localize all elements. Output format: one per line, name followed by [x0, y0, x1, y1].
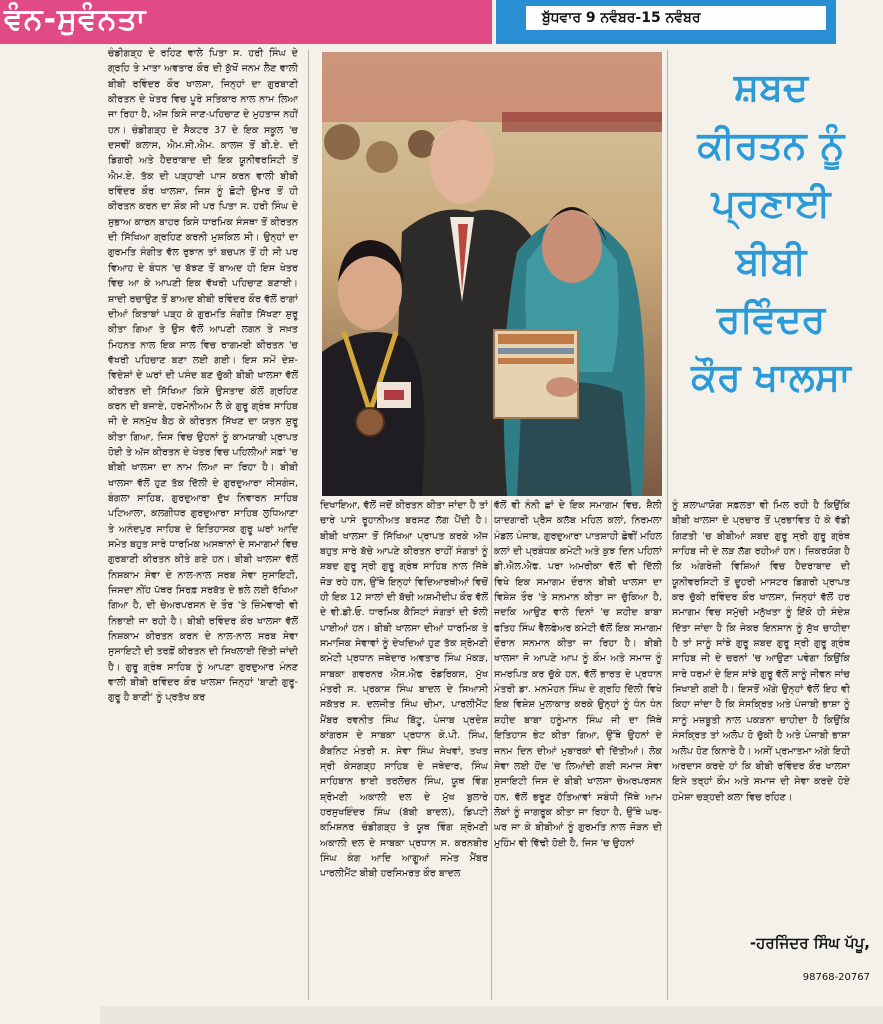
section-title: ਵੰਨ-ਸੁਵੰਨਤਾ	[4, 2, 147, 37]
author-phone: 98768-20767	[802, 972, 870, 983]
page-bottom-strip	[100, 1006, 883, 1024]
column-divider	[491, 500, 492, 1000]
article-photo	[322, 52, 662, 496]
article-text: ਵੱਲੋਂ ਵੀ ਨੰਨੀ ਛਾਂ ਦੇ ਇਕ ਸਮਾਗਮ ਵਿਚ, ਸ਼ੈਲੀ ਯਾਦਗਾਰੀ ਪ੍ਰੈਸ ਕਲੱਬ ਮਹਿਲ ਕਲਾਂ, ਨਿਰਮਲਾ ਮੰਡਲ ਪੰਜਾਬ, ਗੁਰਦੁਆਰਾ ਪਾਤਸ਼ਾਹੀ ਛੇਵੀਂ ਮਹਿਲ ਕਲਾਂ ਦੀ ਪ੍ਰਬੰਧਕ ਕਮੇਟੀ ਅਤੇ ਕੁਝ ਦਿਨ ਪਹਿਲਾਂ ਡੀ.ਐਲ.ਐਫ. ਪਰਾ ਅਮਰੀਕਾ ਵੱਲੋਂ ਵੀ ਦਿੱਲੀ ਵਿਖੇ ਇਕ ਸਮਾਗਮ ਦੌਰਾਨ ਬੀਬੀ ਖਾਲਸਾ ਦਾ ਵਿਸ਼ੇਸ਼ ਤੌਰ 'ਤੇ ਸਨਮਾਨ ਕੀਤਾ ਜਾ ਚੁੱਕਿਆ ਹੈ, ਜਦਕਿ ਆਉਣ ਵਾਲੇ ਦਿਨਾਂ 'ਚ ਸ਼ਹੀਦ ਬਾਬਾ ਫਤਿਹ ਸਿੰਘ ਵੈੱਲਫੇਅਰ ਕਮੇਟੀ ਵੱਲੋਂ ਇਕ ਸਮਾਗਮ ਦੌਰਾਨ ਸਨਮਾਨ ਕੀਤਾ ਜਾ ਰਿਹਾ ਹੈ। ਬੀਬੀ ਖਾਲਸਾ ਜੋ ਆਪਣੇ ਆਪ ਨੂੰ ਕੌਮ ਅਤੇ ਸਮਾਜ ਨੂੰ ਸਮਰਪਿਤ ਕਰ ਚੁੱਕੇ ਹਨ, ਵੱਲੋਂ ਭਾਰਤ ਦੇ ਪ੍ਰਧਾਨ ਮੰਤਰੀ ਡਾ. ਮਨਮੋਹਨ ਸਿੰਘ ਦੇ ਗ੍ਰਹਿ ਦਿੱਲੀ ਵਿਖੇ ਇਕ ਵਿਸ਼ੇਸ਼ ਮੁਲਾਕਾਤ ਕਰਕੇ ਉਨ੍ਹਾਂ ਨੂੰ ਧੰਨ ਧੰਨ ਸ਼ਹੀਦ ਬਾਬਾ ਹਨੂੰਮਾਨ ਸਿੰਘ ਜੀ ਦਾ ਜਿੱਥੇ ਇਤਿਹਾਸ ਭੇਟ ਕੀਤਾ ਗਿਆ, ਉੱਥੇ ਉਹਨਾਂ ਦੇ ਜਨਮ ਦਿਨ ਦੀਆਂ ਮੁਬਾਰਕਾਂ ਵੀ ਦਿੱਤੀਆਂ। ਲੋਕ ਸੇਵਾ ਲਈ ਹੋਂਦ 'ਚ ਲਿਆਂਦੀ ਗਈ ਸਮਾਜ ਸੇਵਾ ਸੁਸਾਇਟੀ ਜਿਸ ਦੇ ਬੀਬੀ ਖਾਲਸਾ ਚੇਅਰਪਰਸਨ ਹਨ, ਵੱਲੋਂ ਭਰੂਣ ਹੱਤਿਆਵਾਂ ਸਬੰਧੀ ਜਿੱਥੇ ਆਮ ਲੋਕਾਂ ਨੂੰ ਜਾਗਰੂਕ ਕੀਤਾ ਜਾ ਰਿਹਾ ਹੈ, ਉੱਥੇ ਘਰ-ਘਰ ਜਾ ਕੇ ਬੀਬੀਆਂ ਨੂੰ ਗੁਰਮਤਿ ਨਾਲ ਜੋੜਨ ਦੀ ਮੁਹਿੰਮ ਵੀ ਵਿੱਢੀ ਹੋਈ ਹੈ, ਜਿਸ 'ਚ ਉਹਨਾਂ	[494, 500, 662, 849]
headline-line: ਪ੍ਰਣਾਈ	[711, 181, 831, 225]
date-band	[496, 0, 836, 44]
column-divider	[308, 50, 309, 1000]
headline-line: ਬੀਬੀ	[735, 239, 807, 283]
column-divider	[667, 50, 668, 1000]
article-column-4	[672, 498, 850, 878]
article-text: ਨੂੰ ਸ਼ਲਾਘਾਯੋਗ ਸਫ਼ਲਤਾ ਵੀ ਮਿਲ ਰਹੀ ਹੈ ਕਿਉਂਕਿ ਬੀਬੀ ਖਾਲਸਾ ਦੇ ਪ੍ਰਚਾਰ ਤੋਂ ਪ੍ਰਭਾਵਿਤ ਹੋ ਕੇ ਵੱਡੀ ਗਿਣਤੀ 'ਚ ਬੀਬੀਆਂ ਸ਼ਬਦ ਗੁਰੂ ਸ੍ਰੀ ਗੁਰੂ ਗ੍ਰੰਥ ਸਾਹਿਬ ਜੀ ਦੇ ਲੜ ਲੱਗ ਰਹੀਆਂ ਹਨ। ਜ਼ਿਕਰਯੋਗ ਹੈ ਕਿ ਅੰਗਰੇਜ਼ੀ ਵਿਸ਼ਿਆਂ ਵਿਚ ਹੈਦਰਾਬਾਦ ਦੀ ਯੂਨੀਵਰਸਿਟੀ ਤੋਂ ਦੂਹਰੀ ਮਾਸਟਰ ਡਿਗਰੀ ਪ੍ਰਾਪਤ ਕਰ ਚੁੱਕੀ ਰਵਿੰਦਰ ਕੌਰ ਖਾਲਸਾ, ਜਿਨ੍ਹਾਂ ਵੱਲੋਂ ਹਰ ਸਮਾਗਮ ਵਿਚ ਸਮੁੱਚੀ ਮਨੁੱਖਤਾ ਨੂੰ ਇੱਕੋ ਹੀ ਸੰਦੇਸ਼ ਦਿੱਤਾ ਜਾਂਦਾ ਹੈ ਕਿ ਜੇਕਰ ਇਨਸਾਨ ਨੂੰ ਸੁੱਖ ਚਾਹੀਦਾ ਹੈ ਤਾਂ ਸਾਨੂੰ ਸਾਂਝੇ ਗੁਰੂ ਸ਼ਬਦ ਗੁਰੂ ਸ੍ਰੀ ਗੁਰੂ ਗ੍ਰੰਥ ਸਾਹਿਬ ਜੀ ਦੇ ਚਰਨਾਂ 'ਚ ਆਉਣਾ ਪਵੇਗਾ ਕਿਉਂਕਿ ਸਾਰੇ ਧਰਮਾਂ ਦੇ ਇਸ ਸਾਂਝੇ ਗੁਰੂ ਵੱਲੋਂ ਸਾਨੂੰ ਜੀਵਨ ਜਾਂਚ ਸਿਖਾਈ ਗਈ ਹੈ। ਇਸਤੋਂ ਅੱਗੇ ਉਨ੍ਹਾਂ ਵੱਲੋਂ ਇਹ ਵੀ ਕਿਹਾ ਜਾਂਦਾ ਹੈ ਕਿ ਸੰਸਕ੍ਰਿਤ ਅਤੇ ਪੰਜਾਬੀ ਭਾਸ਼ਾ ਨੂੰ ਸਾਨੂੰ ਮਜ਼ਬੂਤੀ ਨਾਲ ਪਕੜਨਾ ਚਾਹੀਦਾ ਹੈ ਕਿਉਂਕਿ ਸੰਸਕ੍ਰਿਤ ਤਾਂ ਅਲੋਪ ਹੋ ਚੁੱਕੀ ਹੈ ਅਤੇ ਪੰਜਾਬੀ ਭਾਸ਼ਾ ਅਲੋਪ ਹੋਣ ਕਿਨਾਰੇ ਹੈ। ਅਸੀਂ ਪ੍ਰਮਾਤਮਾ ਅੱਗੇ ਇਹੀ ਅਰਦਾਸ ਕਰਦੇ ਹਾਂ ਕਿ ਬੀਬੀ ਰਵਿੰਦਰ ਕੌਰ ਖਾਲਸਾ ਇਸੇ ਤਰ੍ਹਾਂ ਕੌਮ ਅਤੇ ਸਮਾਜ ਦੀ ਸੇਵਾ ਕਰਦੇ ਹੋਏ ਹਮੇਸ਼ਾ ਚੜ੍ਹਦੀ ਕਲਾ ਵਿਚ ਰਹਿਣ।	[672, 500, 850, 803]
headline-line: ਸ਼ਬਦ	[733, 65, 809, 109]
article-column-3	[494, 498, 662, 1004]
article-column-1	[108, 46, 298, 1004]
article-text: ਚੰਡੀਗੜ੍ਹ ਦੇ ਰਹਿਣ ਵਾਲੇ ਪਿਤਾ ਸ. ਹਰੀ ਸਿੰਘ ਦੇ ਗ੍ਰਹਿ ਤੇ ਮਾਤਾ ਅਵਤਾਰ ਕੌਰ ਦੀ ਕੁੱਖੋਂ ਜਨਮ ਲੈਣ ਵਾਲੀ ਬੀਬੀ ਰਵਿੰਦਰ ਕੌਰ ਖਾਲਸਾ, ਜਿਨ੍ਹਾਂ ਦਾ ਗੁਰਬਾਣੀ ਕੀਰਤਨ ਦੇ ਖੇਤਰ ਵਿਚ ਪੂਰੇ ਸਤਿਕਾਰ ਨਾਲ ਨਾਮ ਲਿਆ ਜਾ ਰਿਹਾ ਹੈ, ਅੱਜ ਕਿਸੇ ਜਾਣ-ਪਹਿਚਾਣ ਦੇ ਮੁਹਤਾਜ ਨਹੀਂ ਹਨ। ਚੰਡੀਗੜ੍ਹ ਦੇ ਸੈਕਟਰ 37 ਦੇ ਇਕ ਸਕੂਲ 'ਚ ਦਸਵੀਂ ਕਲਾਸ, ਐਮ.ਸੀ.ਐਮ. ਕਾਲਜ ਤੋਂ ਬੀ.ਏ. ਦੀ ਡਿਗਰੀ ਅਤੇ ਹੈਦਰਾਬਾਦ ਦੀ ਇਕ ਯੂਨੀਵਰਸਿਟੀ ਤੋਂ ਐਮ.ਏ. ਤੱਕ ਦੀ ਪੜ੍ਹਾਈ ਪਾਸ ਕਰਨ ਵਾਲੀ ਬੀਬੀ ਰਵਿੰਦਰ ਕੌਰ ਖਾਲਸਾ, ਜਿਸ ਨੂੰ ਛੋਟੀ ਉਮਰ ਤੋਂ ਹੀ ਕੀਰਤਨ ਕਰਨ ਦਾ ਸ਼ੌਕ ਸੀ ਪਰ ਪਿਤਾ ਸ. ਹਰੀ ਸਿੰਘ ਦੇ ਸੁਭਾਅ ਕਾਰਨ ਬਾਹਰ ਕਿਸੇ ਧਾਰਮਿਕ ਸੰਸਥਾ ਤੋਂ ਕੀਰਤਨ ਦੀ ਸਿੱਖਿਆ ਗ੍ਰਹਿਣ ਕਰਨੀ ਮੁਸ਼ਕਿਲ ਸੀ। ਉਨ੍ਹਾਂ ਦਾ ਗੁਰਮਤਿ ਸੰਗੀਤ ਵੱਲ ਰੁਝਾਨ ਤਾਂ ਬਚਪਨ ਤੋਂ ਹੀ ਸੀ ਪਰ ਵਿਆਹ ਦੇ ਬੰਧਨ 'ਚ ਬੱਝਣ ਤੋਂ ਬਾਅਦ ਹੀ ਇਸ ਖੇਤਰ ਵਿਚ ਆ ਕੇ ਆਪਣੀ ਇਕ ਵੱਖਰੀ ਪਹਿਚਾਣ ਬਣਾਈ। ਸ਼ਾਦੀ ਰਚਾਉਣ ਤੋਂ ਬਾਅਦ ਬੀਬੀ ਰਵਿੰਦਰ ਕੌਰ ਵੱਲੋਂ ਰਾਗਾਂ ਦੀਆਂ ਕਿਤਾਬਾਂ ਪੜ੍ਹ ਕੇ ਗੁਰਮਤਿ ਸੰਗੀਤ ਸਿੱਖਣਾ ਸ਼ੁਰੂ ਕੀਤਾ ਗਿਆ ਤੇ ਉਸ ਵੱਲੋਂ ਆਪਣੀ ਲਗਨ ਤੇ ਸਖ਼ਤ ਮਿਹਨਤ ਨਾਲ ਇਕ ਸਾਲ ਵਿਚ ਰਾਗਮਈ ਕੀਰਤਨ 'ਚ ਵੱਖਰੀ ਪਹਿਚਾਣ ਬਣਾ ਲਈ ਗਈ। ਇਸ ਸਮੇਂ ਦੇਸ਼-ਵਿਦੇਸ਼ਾਂ ਦੇ ਘਰਾਂ ਦੀ ਪਸੰਦ ਬਣ ਚੁੱਕੀ ਬੀਬੀ ਖਾਲਸਾ ਵੱਲੋਂ ਕੀਰਤਨ ਦੀ ਸਿੱਖਿਆ ਕਿਸੇ ਉਸਤਾਦ ਕੋਲੋਂ ਗ੍ਰਹਿਣ ਕਰਨ ਦੀ ਬਜਾਏ, ਹਰਮੋਨੀਅਮ ਲੈ ਕੇ ਗੁਰੂ ਗ੍ਰੰਥ ਸਾਹਿਬ ਜੀ ਦੇ ਸਨਮੁੱਖ ਬੈਠ ਕੇ ਕੀਰਤਨ ਸਿੱਖਣ ਦਾ ਯਤਨ ਸ਼ੁਰੂ ਕੀਤਾ ਗਿਆ, ਜਿਸ ਵਿਚ ਉਹਨਾਂ ਨੂੰ ਕਾਮਯਾਬੀ ਪ੍ਰਾਪਤ ਹੋਈ ਤੇ ਅੱਜ ਕੀਰਤਨ ਦੇ ਖੇਤਰ ਵਿਚ ਪਹਿਲੀਆਂ ਸਫ਼ਾਂ 'ਚ ਬੀਬੀ ਖਾਲਸਾ ਦਾ ਨਾਮ ਲਿਆ ਜਾ ਰਿਹਾ ਹੈ। ਬੀਬੀ ਖਾਲਸਾ ਵੱਲੋਂ ਹੁਣ ਤੱਕ ਦਿੱਲੀ ਦੇ ਗੁਰਦੁਆਰਾ ਸੀਸਗੰਜ, ਬੰਗਲਾ ਸਾਹਿਬ, ਗੁਰਦੁਆਰਾ ਦੁੱਖ ਨਿਵਾਰਨ ਸਾਹਿਬ ਪਟਿਆਲਾ, ਕਲਗੀਧਰ ਗੁਰਦੁਆਰਾ ਸਾਹਿਬ ਲੁਧਿਆਣਾ ਤੇ ਅਨੰਦਪੁਰ ਸਾਹਿਬ ਦੇ ਇਤਿਹਾਸਕ ਗੁਰੂ ਘਰਾਂ ਆਦਿ ਸਮੇਤ ਬਹੁਤ ਸਾਰੇ ਧਾਰਮਿਕ ਅਸਥਾਨਾਂ ਦੇ ਸਮਾਗਮਾਂ ਵਿਚ ਗੁਰਬਾਣੀ ਕੀਰਤਨ ਕੀਤੇ ਗਏ ਹਨ। ਬੀਬੀ ਖਾਲਸਾ ਵੱਲੋਂ ਨਿਸ਼ਕਾਮ ਸੇਵਾ ਦੇ ਨਾਲ-ਨਾਲ ਸਰਬ ਸੇਵਾ ਸੁਸਾਇਟੀ, ਜਿਸਦਾ ਨੀਂਹ ਪੱਥਰ ਸਿਰਫ਼ ਸਰਬੱਤ ਦੇ ਭਲੇ ਲਈ ਰੱਖਿਆ ਗਿਆ ਹੈ, ਦੀ ਚੇਅਰਪਰਸਨ ਦੇ ਤੌਰ 'ਤੇ ਜ਼ਿੰਮੇਵਾਰੀ ਵੀ ਨਿਭਾਈ ਜਾ ਰਹੀ ਹੈ। ਬੀਬੀ ਰਵਿੰਦਰ ਕੌਰ ਖਾਲਸਾ ਵੱਲੋਂ ਨਿਸ਼ਕਾਮ ਕੀਰਤਨ ਕਰਨ ਦੇ ਨਾਲ-ਨਾਲ ਸਰਬ ਸੇਵਾ ਸੁਸਾਇਟੀ ਦੀ ਤਰਫ਼ੋਂ ਕੀਰਤਨ ਦੀ ਸਿਖਲਾਈ ਦਿੱਤੀ ਜਾਂਦੀ ਹੈ। ਗੁਰੂ ਗ੍ਰੰਥ ਸਾਹਿਬ ਨੂੰ ਆਪਣਾ ਗੁਰਦੁਆਰ ਮੰਨਣ ਵਾਲੀ ਬੀਬੀ ਰਵਿੰਦਰ ਕੌਰ ਖਾਲਸਾ ਜਿਨ੍ਹਾਂ 'ਬਾਣੀ ਗੁਰੂ-ਗੁਰੂ ਹੈ ਬਾਣੀ' ਨੂੰ ਪ੍ਰਤੱਖ ਕਰ	[108, 48, 298, 704]
headline-line: ਰਵਿੰਦਰ	[716, 297, 826, 341]
photo-illustration	[322, 52, 662, 496]
headline-line: ਕੀਰਤਨ ਨੂੰ	[697, 123, 845, 167]
author-byline: -ਹਰਜਿੰਦਰ ਸਿੰਘ ਪੱਪੂ,	[749, 934, 870, 952]
section-banner	[0, 0, 492, 44]
issue-date: ਬੁੱਧਵਾਰ 9 ਨਵੰਬਰ-15 ਨਵੰਬਰ	[526, 6, 826, 30]
article-column-2	[320, 498, 488, 1004]
headline-line: ਕੌਰ ਖਾਲਸਾ	[691, 355, 851, 399]
article-headline	[672, 58, 870, 406]
article-text: ਦਿਖਾਇਆ, ਵੱਲੋਂ ਜਦੋਂ ਕੀਰਤਨ ਕੀਤਾ ਜਾਂਦਾ ਹੈ ਤਾਂ ਚਾਰੇ ਪਾਸੇ ਰੂਹਾਨੀਅਤ ਬਰਸਣ ਲੱਗ ਪੈਂਦੀ ਹੈ। ਬੀਬੀ ਖਾਲਸਾ ਤੋਂ ਸਿੱਖਿਆ ਪ੍ਰਾਪਤ ਕਰਕੇ ਅੱਜ ਬਹੁਤ ਸਾਰੇ ਬੱਚੇ ਆਪਣੇ ਕੀਰਤਨ ਰਾਹੀਂ ਸੰਗਤਾਂ ਨੂੰ ਸ਼ਬਦ ਗੁਰੂ ਸ੍ਰੀ ਗੁਰੂ ਗ੍ਰੰਥ ਸਾਹਿਬ ਨਾਲ ਜਿੱਥੇ ਜੋੜ ਰਹੇ ਹਨ, ਉੱਥੇ ਇਨ੍ਹਾਂ ਵਿਦਿਆਰਥੀਆਂ ਵਿਚੋਂ ਹੀ ਇਕ 12 ਸਾਲਾਂ ਦੀ ਬੱਚੀ ਅਸ਼ਮੀਦੀਪ ਕੌਰ ਵੱਲੋਂ ਦੇ ਵੀ.ਡੀ.ਓ. ਧਾਰਮਿਕ ਕੈਸਿਟਾਂ ਸੰਗਤਾਂ ਦੀ ਝੋਲੀ ਪਾਈਆਂ ਹਨ। ਬੀਬੀ ਖਾਲਸਾ ਦੀਆਂ ਧਾਰਮਿਕ ਤੇ ਸਮਾਜਿਕ ਸੇਵਾਵਾਂ ਨੂੰ ਦੇਖਦਿਆਂ ਹੁਣ ਤੱਕ ਸ਼੍ਰੋਮਣੀ ਕਮੇਟੀ ਪ੍ਰਧਾਨ ਜਥੇਦਾਰ ਅਵਤਾਰ ਸਿੰਘ ਮੱਕੜ, ਸਾਬਕਾ ਗਵਰਨਰ ਐਸ.ਐਫ ਰੋਡਰਿਕਸ, ਮੁੱਖ ਮੰਤਰੀ ਸ. ਪ੍ਰਕਾਸ਼ ਸਿੰਘ ਬਾਦਲ ਦੇ ਸਿਆਸੀ ਸਕੱਤਰ ਸ. ਦਲਜੀਤ ਸਿੰਘ ਚੀਮਾ, ਪਾਰਲੀਮੈਂਟ ਮੈਂਬਰ ਰਵਨੀਤ ਸਿੰਘ ਬਿੱਟੂ, ਪੰਜਾਬ ਪ੍ਰਦੇਸ਼ ਕਾਂਗਰਸ ਦੇ ਸਾਬਕਾ ਪ੍ਰਧਾਨ ਕੇ.ਪੀ. ਸਿੰਘ, ਕੈਬਨਿਟ ਮੰਤਰੀ ਸ. ਸੇਵਾ ਸਿੰਘ ਸੇਖਵਾਂ, ਤਖਤ ਸ੍ਰੀ ਕੇਸਗੜ੍ਹ ਸਾਹਿਬ ਦੇ ਜਥੇਦਾਰ, ਸਿੰਘ ਸਾਹਿਬਾਨ ਭਾਈ ਤਰਲੋਚਨ ਸਿੰਘ, ਯੂਥ ਵਿੰਗ ਸ਼੍ਰੋਮਣੀ ਅਕਾਲੀ ਦਲ ਦੇ ਮੁੱਖ ਬੁਲਾਰੇ ਹਰਸੁਖਇੰਦਰ ਸਿੰਘ (ਬੱਬੀ ਬਾਦਲ), ਡਿਪਟੀ ਕਮਿਸ਼ਨਰ ਚੰਡੀਗੜ੍ਹ ਤੇ ਯੂਥ ਵਿੰਗ ਸ਼੍ਰੋਮਣੀ ਅਕਾਲੀ ਦਲ ਦੇ ਸਾਬਕਾ ਪ੍ਰਧਾਨ ਸ. ਕਰਨਬੀਰ ਸਿੰਘ ਕੰਗ ਆਦਿ ਆਗੂਆਂ ਸਮੇਤ ਮੈਂਬਰ ਪਾਰਲੀਮੈਂਟ ਬੀਬੀ ਹਰਸਿਮਰਤ ਕੌਰ ਬਾਦਲ	[320, 500, 488, 880]
